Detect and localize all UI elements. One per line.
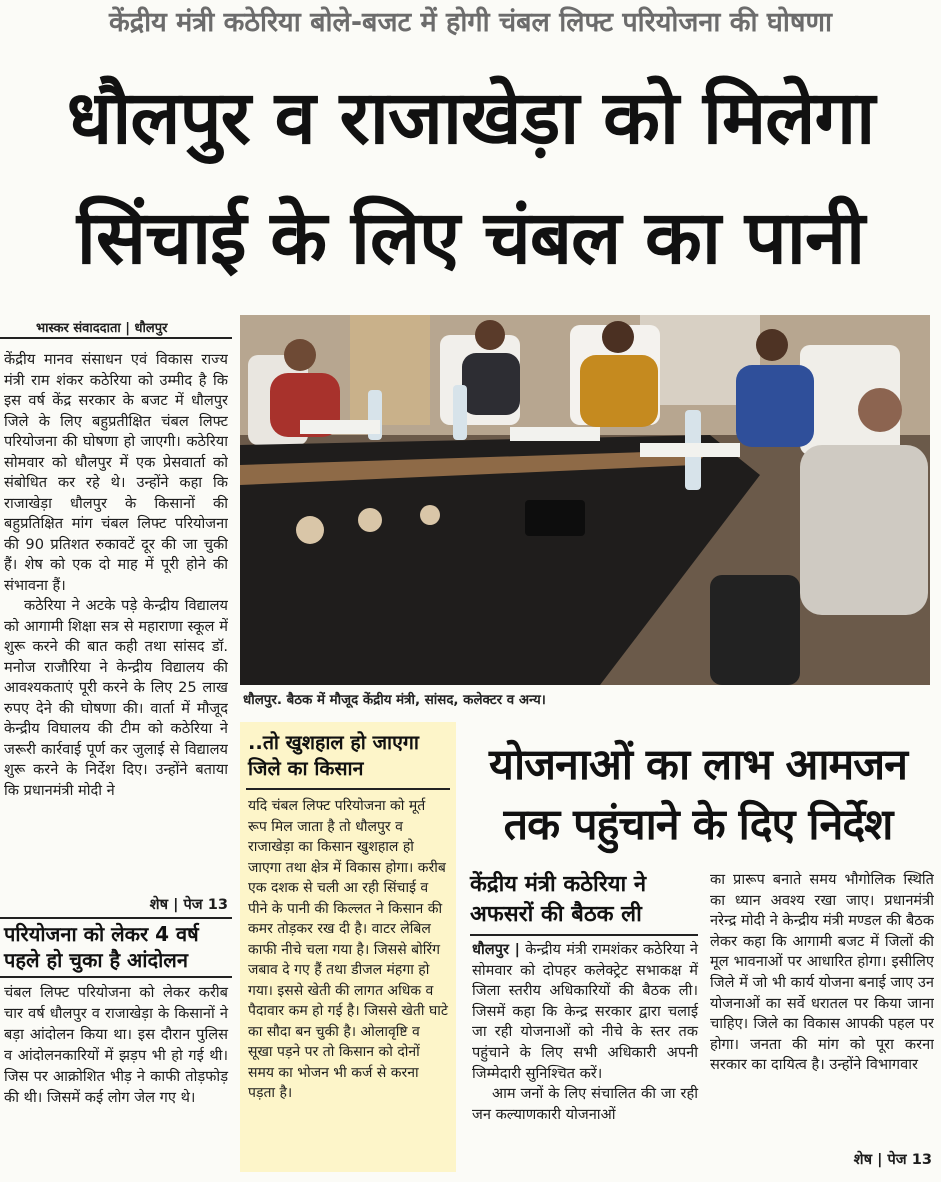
sidebar-heading: परियोजना को लेकर 4 वर्ष पहले हो चुका है आंदोलन <box>4 922 199 972</box>
second-story-col1-para2: आम जनों के लिए संचालित की जा रही जन कल्याणकारी योजनाओं <box>472 1085 698 1123</box>
photo-paper <box>300 420 380 434</box>
photo-person-body <box>800 445 928 615</box>
photo-person-head <box>756 329 788 361</box>
photo-table-decor <box>358 508 382 532</box>
boxed-story-text: यदि चंबल लिफ्ट परियोजना को मूर्त रूप मिल जाता है तो धौलपुर व राजाखेड़ा का किसान खुशहाल हो जाएगा तथा क्षेत्र में विकास होगा। करीब एक दशक से चली आ रही सिंचाई व पीने के पानी की किल्लत ने किसान की कमर तोड़कर रख दी है। वाटर लेबिल काफी नीचे चला गया है। जिससे बोरिंग जबाव दे गए हैं तथा डीजल मंहगा हो गया। इससे खेती की लागत अधिक व पैदावार कम हो गई है। जिससे खेती घाटे का सौदा बन चुकी है। ओलावृष्टि व सूखा पड़ने पर तो किसान को दोनों समय का भोजन भी कर्ज से करना पड़ता है। <box>248 798 448 1101</box>
byline: भास्कर संवाददाता | धौलपुर <box>36 321 168 336</box>
photo-curtain <box>350 315 430 425</box>
photo-caption: धौलपुर. बैठक में मौजूद केंद्रीय मंत्री, सांसद, कलेक्टर व अन्य। <box>243 693 546 708</box>
photo-table-decor <box>420 505 440 525</box>
sidebar-text: चंबल लिफ्ट परियोजना को लेकर करीब चार वर्ष धौलपुर व राजाखेड़ा के किसानों ने बड़ा आंदोलन किया था। इस दौरान पुलिस व आंदोलनकारियों में झड़प भी हो गई थी। जिस पर आक्रोशित भीड़ ने काफी तोड़फोड़ की थी। जिसमें कई लोग जेल गए थे। <box>4 984 228 1106</box>
photo-person-head <box>602 321 634 353</box>
main-headline-line1: धौलपुर व राजाखेड़ा को मिलेगा <box>66 75 875 161</box>
photo-person-head <box>858 388 902 432</box>
second-headline-line1: योजनाओं का लाभ आमजन <box>489 740 907 790</box>
photo-phone <box>525 500 585 536</box>
photo-paper <box>510 427 600 441</box>
second-headline-line2: तक पहुंचाने के दिए निर्देश <box>503 800 893 850</box>
main-story <box>4 350 228 914</box>
photo-person-body <box>580 355 658 427</box>
second-story-col1-text: केन्द्रीय मंत्री रामशंकर कठेरिया ने सोमवार को दोपहर कलेक्ट्रेट सभाकक्ष में जिला स्तरीय अधिकारियों की बैठक ली। जिसमें कहा कि केन्द्र सरकार द्वारा चलाई जा रही योजनाओं को नीचे के स्तर तक पहुंचाने के लिए सभी अधिकारी अपनी जिम्मेदारी सुनिश्चित करें। <box>472 941 698 1082</box>
boxed-story-heading: ..तो खुशहाल हो जाएगा जिले का किसान <box>248 731 419 780</box>
sidebar-top-rule <box>0 917 232 919</box>
sidebar-heading-rule <box>0 976 232 978</box>
second-story-col2: का प्रारूप बनाते समय भौगोलिक स्थिति का ध्यान अवश्य रखा जाए। प्रधानमंत्री नरेन्द्र मोदी ने केन्द्रीय मंत्री मण्डल की बैठक लेकर कहा कि आगामी बजट में जिलों की मूल भावनाओं पर आधारित होगा। इसीलिए जिले में जो भी कार्य योजना बनाई जाए उन योजनाओं का सर्वे धरातल पर किया जाना चाहिए। जिले का विकास आपकी पहल पर होगा। जनता की मांग को पूरा करना सरकार का दायित्व है। उन्होंने विभागवार <box>710 871 934 1074</box>
main-story-para1: केंद्रीय मानव संसाधन एवं विकास राज्य मंत्री राम शंकर कठेरिया को उम्मीद है कि इस वर्ष केंद्र सरकार के बजट में धौलपुर जिले के लिए बहुप्रतीक्षित चंबल लिफ्ट परियोजना की घोषणा हो जाएगी। कठेरिया सोमवार को धौलपुर में एक प्रेसवार्ता को संबोधित कर रहे थे। उन्होंने कहा कि राजाखेड़ा धौलपुर के किसानों की बहुप्रतिक्षित मांग चंबल लिफ्ट परियोजना की 90 प्रतिशत रुकावटें दूर की जा चुकी हैं। शेष को एक दो माह में पूरी होने की संभावना हैं। <box>4 351 228 594</box>
main-story-para2: कठेरिया ने अटके पड़े केन्द्रीय विद्यालय को आगामी शिक्षा सत्र से महाराणा स्कूल में शुरू करने की बात कही तथा सांसद डॉ. मनोज राजौरिया ने केन्द्रीय विद्यालय की आवश्यकताएं पूरी करने के लिए 25 लाख रुपए देने की घोषणा की। वार्ता में मौजूद केन्द्रीय विघालय की टीम को कठेरिया ने जरूरी कार्रवाई पूर्ण कर जुलाई से विद्यालय शुरू करने के निर्देश दिए। उन्होंने बताया कि प्रधानमंत्री मोदी ने <box>4 597 228 799</box>
photo-table-decor <box>296 516 324 544</box>
meeting-photo-illustration <box>240 315 930 685</box>
photo-bottle <box>453 385 467 440</box>
second-story-dateline: धौलपुर | <box>472 941 520 958</box>
photo-paper <box>640 443 740 457</box>
boxed-story <box>240 722 456 1172</box>
second-story-jump: शेष | पेज 13 <box>820 1150 932 1171</box>
byline-rule <box>0 337 232 339</box>
second-story-col1 <box>472 940 698 1125</box>
meeting-photo <box>240 315 930 685</box>
kicker-headline: केंद्रीय मंत्री कठेरिया बोले-बजट में होगी चंबल लिफ्ट परियोजना की घोषणा <box>109 7 832 38</box>
main-story-jump: शेष | पेज 13 <box>132 895 228 916</box>
photo-person-head <box>284 339 316 371</box>
second-subhead-rule <box>470 934 698 936</box>
photo-person-body <box>462 353 520 415</box>
main-headline-line2: सिंचाई के लिए चंबल का पानी <box>76 195 865 281</box>
photo-chair-foreground <box>710 575 800 685</box>
photo-person-head <box>475 320 505 350</box>
photo-person-body <box>736 365 814 447</box>
second-subhead: केंद्रीय मंत्री कठेरिया ने अफसरों की बैठक ली <box>470 872 647 927</box>
